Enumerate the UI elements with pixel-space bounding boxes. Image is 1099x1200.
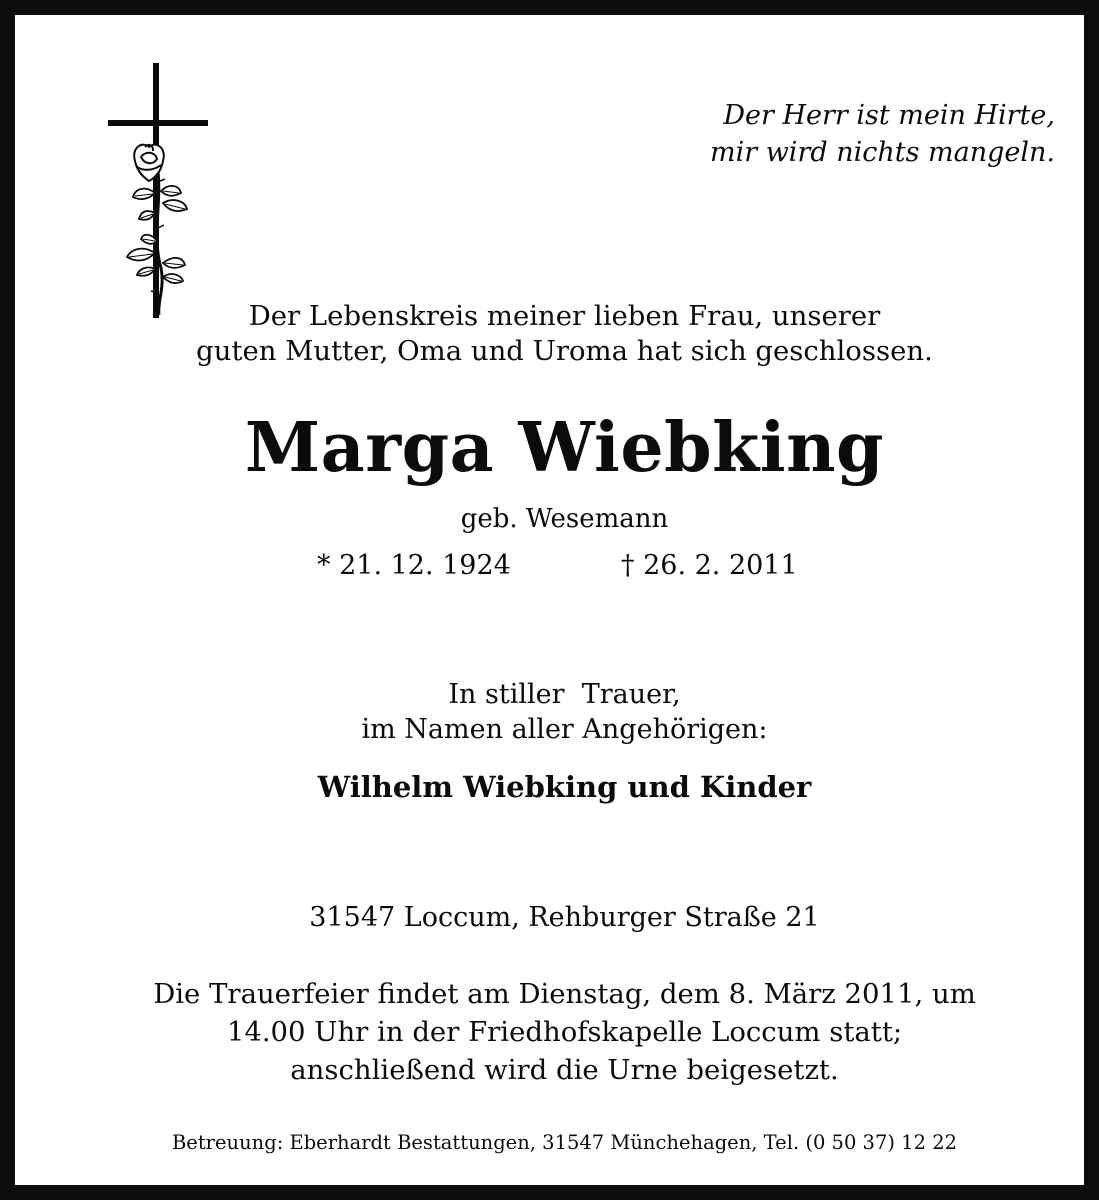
deceased-name: Marga Wiebking <box>244 408 885 488</box>
intro-line-2: guten Mutter, Oma und Uroma hat sich geschlossen. <box>196 335 933 367</box>
mourning-line-1: In stiller Trauer, <box>448 679 681 710</box>
intro-text <box>30 299 1099 369</box>
mourning-text <box>30 677 1099 747</box>
intro-line-1: Der Lebenskreis meiner lieben Frau, unserer <box>248 300 881 332</box>
birth-date: * 21. 12. 1924 <box>317 550 511 581</box>
funeral-details <box>30 975 1099 1089</box>
death-date: † 26. 2. 2011 <box>621 550 798 581</box>
funeral-line-1: Die Trauerfeier findet am Dienstag, dem 8. März 2011, um <box>153 978 976 1010</box>
family-signature: Wilhelm Wiebking und Kinder <box>317 770 812 804</box>
maiden-name: geb. Wesemann <box>460 504 669 534</box>
funeral-line-3: anschließend wird die Urne beigesetzt. <box>290 1054 839 1086</box>
bible-verse-line-2: mir wird nichts mangeln. <box>709 137 1055 168</box>
funeral-line-2: 14.00 Uhr in der Friedhofskapelle Loccum statt; <box>226 1016 903 1048</box>
bible-verse <box>575 97 1055 171</box>
funeral-home-contact: Betreuung: Eberhardt Bestattungen, 31547 Münchehagen, Tel. (0 50 37) 12 22 <box>171 1131 958 1154</box>
mourning-line-2: im Namen aller Angehörigen: <box>361 714 768 745</box>
bible-verse-line-1: Der Herr ist mein Hirte, <box>723 100 1055 131</box>
cross-with-rose-icon <box>105 63 215 321</box>
family-address: 31547 Loccum, Rehburger Straße 21 <box>309 902 820 933</box>
